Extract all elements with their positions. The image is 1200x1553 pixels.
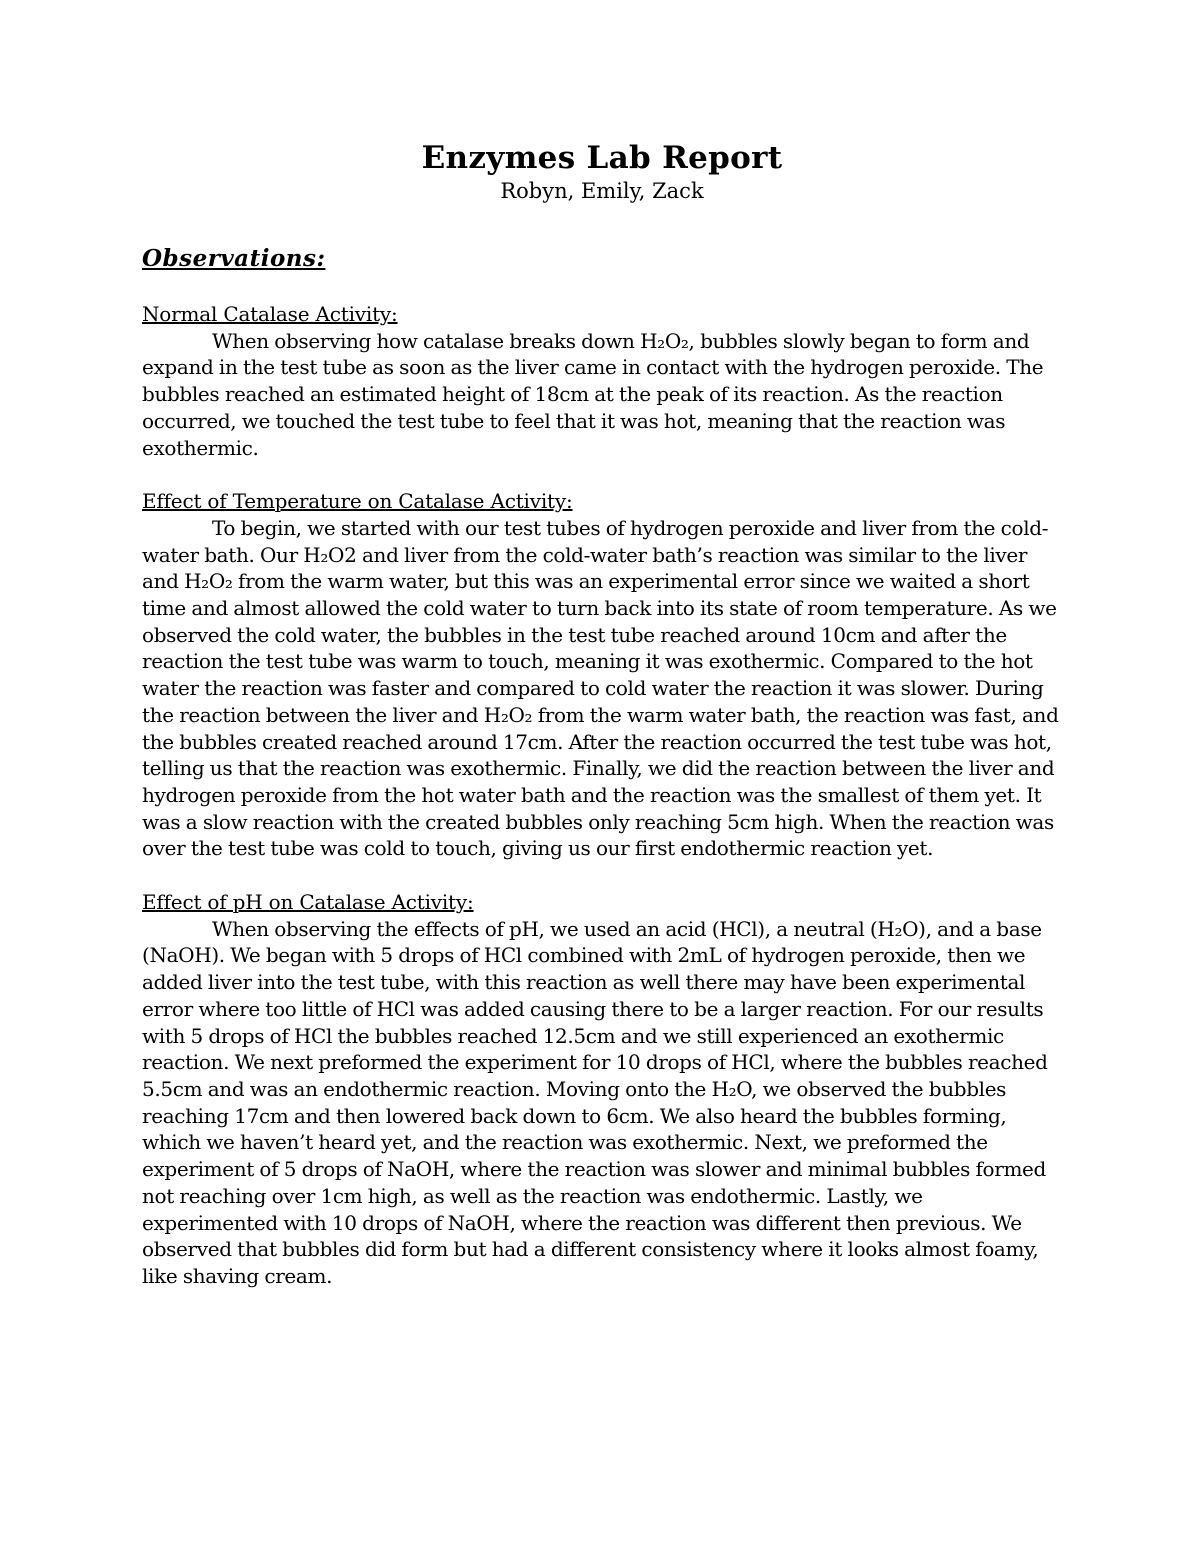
document-page — [142, 138, 1062, 1290]
section-body: When observing the effects of pH, we used an acid (HCl), a neutral (H₂O), and a base (NaOH). We began with 5 drops of HCl combined with 2mL of hydrogen peroxide, then we added liver into the test tube, with this reaction as well there may have been experimental error where too little of HCl was added causing there to be a larger reaction. For our results with 5 drops of HCl the bubbles reached 12.5cm and we still experienced an exothermic reaction. We next preformed the experiment for 10 drops of HCl, where the bubbles reached 5.5cm and was an endothermic reaction. Moving onto the H₂O, we observed the bubbles reaching 17cm and then lowered back down to 6cm. We also heard the bubbles forming, which we haven’t heard yet, and the reaction was exothermic. Next, we preformed the experiment of 5 drops of NaOH, where the reaction was slower and minimal bubbles formed not reaching over 1cm high, as well as the reaction was endothermic. Lastly, we experimented with 10 drops of NaOH, where the reaction was different then previous. We observed that bubbles did form but had a different consistency where it looks almost foamy, like shaving cream. — [142, 916, 1048, 1288]
section-ph-effect — [142, 889, 1062, 1290]
observations-heading: Observations: — [142, 245, 326, 272]
section-temperature-effect — [142, 488, 1062, 862]
section-body: When observing how catalase breaks down H₂O₂, bubbles slowly began to form and expand in the test tube as soon as the liver came in contact with the hydrogen peroxide. The bubbles reached an estimated height of 18cm at the peak of its reaction. As the reaction occurred, we touched the test tube to feel that it was hot, meaning that the reaction was exothermic. — [142, 328, 1044, 460]
section-title: Effect of Temperature on Catalase Activity: — [142, 489, 573, 514]
section-normal-catalase — [142, 301, 1062, 461]
section-title: Normal Catalase Activity: — [142, 302, 398, 326]
section-body: To begin, we started with our test tubes of hydrogen peroxide and liver from the cold-water bath. Our H₂O2 and liver from the cold-water bath’s reaction was similar to the liver and H₂O₂ from the warm water, but this was an experimental error since we waited a short time and almost allowed the cold water to turn back into its state of room temperature. As we observed the cold water, the bubbles in the test tube reached around 10cm and after the reaction the test tube was warm to touch, meaning it was exothermic. Compared to the hot water the reaction was faster and compared to cold water the reaction it was slower. During the reaction between the liver and H₂O₂ from the warm water bath, the reaction was fast, and the bubbles created reached around 17cm. After the reaction occurred the test tube was hot, telling us that the reaction was exothermic. Finally, we did the reaction between the liver and hydrogen peroxide from the hot water bath and the reaction was the smallest of them yet. It was a slow reaction with the created bubbles only reaching 5cm high. When the reaction was over the test tube was cold to touch, giving us our first endothermic reaction yet. — [142, 515, 1059, 861]
section-title: Effect of pH on Catalase Activity: — [142, 890, 474, 915]
document-title: Enzymes Lab Report — [421, 140, 783, 176]
document-authors: Robyn, Emily, Zack — [500, 179, 704, 203]
